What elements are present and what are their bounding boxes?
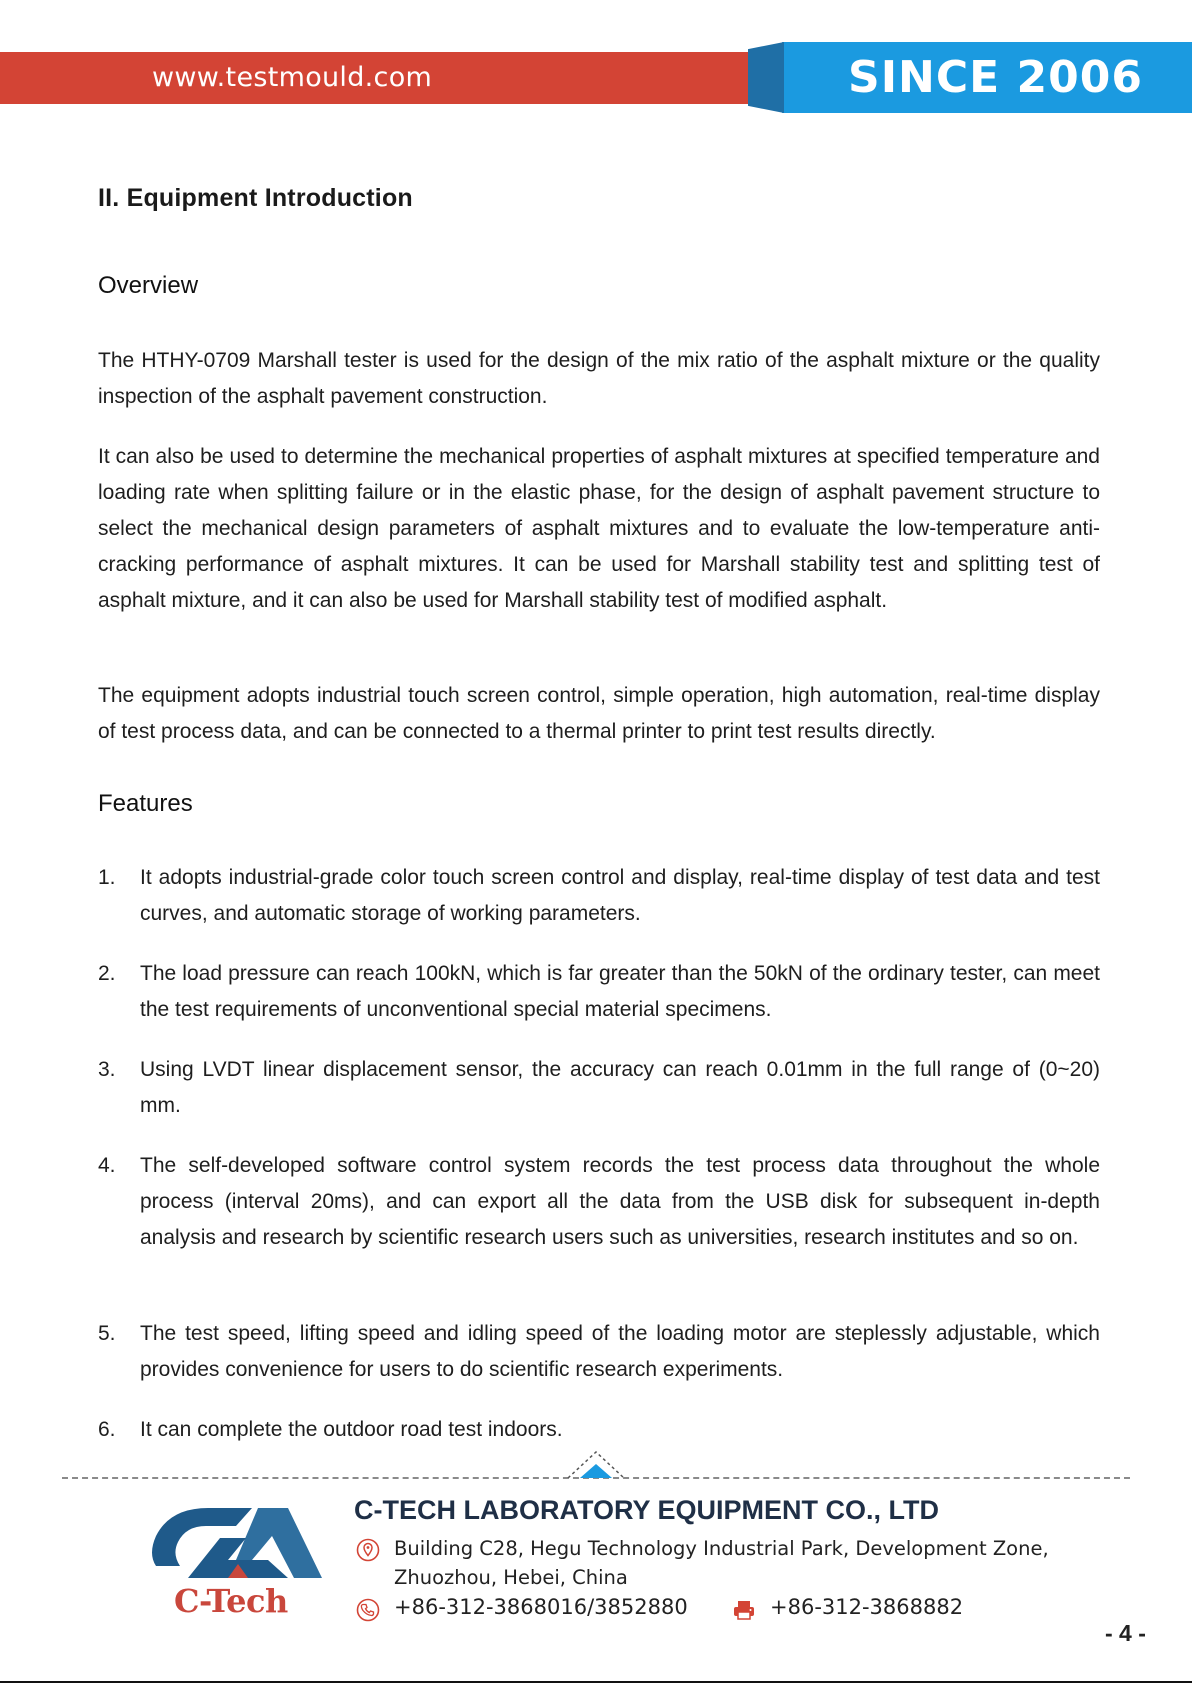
page-number: - 4 - <box>1105 1620 1146 1646</box>
header-blue-fold <box>748 42 784 113</box>
feature-item <box>98 956 1100 1028</box>
overview-paragraph-3: The equipment adopts industrial touch screen control, simple operation, high automation, real-time display of test process data, and can be connected to a thermal printer to print test results directly. <box>98 684 1100 743</box>
address-line-2: Zhuozhou, Hebei, China <box>394 1566 628 1589</box>
feature-text: The test speed, lifting speed and idling speed of the loading motor are steplessly adjustable, which provides convenience for users to do scientific research experiments. <box>140 1322 1100 1381</box>
feature-text: The self-developed software control system records the test process data throughout the whole process (interval 20ms), and can export all the data from the USB disk for subsequent in-depth analysis and research by scientific research users such as universities, research institutes and so on. <box>140 1154 1100 1249</box>
phone-number[interactable]: +86-312-3868016/3852880 <box>394 1595 688 1619</box>
location-pin-icon <box>356 1538 380 1562</box>
feature-number: 3. <box>98 1058 116 1081</box>
feature-item <box>98 860 1100 932</box>
address-line-1: Building C28, Hegu Technology Industrial Park, Development Zone, <box>394 1537 1049 1560</box>
company-name: C-TECH LABORATORY EQUIPMENT CO., LTD <box>354 1495 939 1525</box>
phone-icon <box>356 1598 380 1622</box>
feature-text: It adopts industrial-grade color touch screen control and display, real-time display of test data and test curves, and automatic storage of working parameters. <box>140 866 1100 925</box>
feature-item <box>98 1148 1100 1256</box>
feature-item <box>98 1316 1100 1388</box>
feature-text: It can complete the outdoor road test indoors. <box>140 1418 563 1441</box>
feature-text: Using LVDT linear displacement sensor, the accuracy can reach 0.01mm in the full range of (0~20) mm. <box>140 1058 1100 1117</box>
since-banner: SINCE 2006 <box>848 52 1144 103</box>
overview-paragraph-2: It can also be used to determine the mechanical properties of asphalt mixtures at specified temperature and loading rate when splitting failure or in the elastic phase, for the design of asphalt pavement structure to select the mechanical design parameters of asphalt mixtures and to evaluate the low-temperature anti-cracking performance of asphalt mixtures. It can be used for Marshall stability test and splitting test of asphalt mixture, and it can also be used for Marshall stability test of modified asphalt. <box>98 445 1100 612</box>
website-url[interactable]: www.testmould.com <box>152 62 433 93</box>
overview-paragraph-1: The HTHY-0709 Marshall tester is used for the design of the mix ratio of the asphalt mixture or the quality inspection of the asphalt pavement construction. <box>98 349 1100 408</box>
feature-number: 5. <box>98 1322 116 1345</box>
overview-heading: Overview <box>98 272 199 299</box>
feature-number: 2. <box>98 962 116 985</box>
feature-text: The load pressure can reach 100kN, which is far greater than the 50kN of the ordinary tester, can meet the test requirements of unconventional special material specimens. <box>140 962 1100 1021</box>
feature-number: 6. <box>98 1418 116 1441</box>
feature-item <box>98 1052 1100 1124</box>
fax-number[interactable]: +86-312-3868882 <box>770 1595 964 1619</box>
company-address <box>394 1534 1054 1592</box>
page-bottom-border <box>0 1681 1192 1683</box>
section-title: II. Equipment Introduction <box>98 184 413 212</box>
divider-triangle-icon <box>566 1450 626 1478</box>
features-heading: Features <box>98 790 193 817</box>
fax-printer-icon <box>732 1598 756 1622</box>
feature-number: 4. <box>98 1154 116 1177</box>
logo-wordmark: C-Tech <box>174 1582 288 1620</box>
feature-number: 1. <box>98 866 116 889</box>
feature-item <box>98 1412 1100 1448</box>
